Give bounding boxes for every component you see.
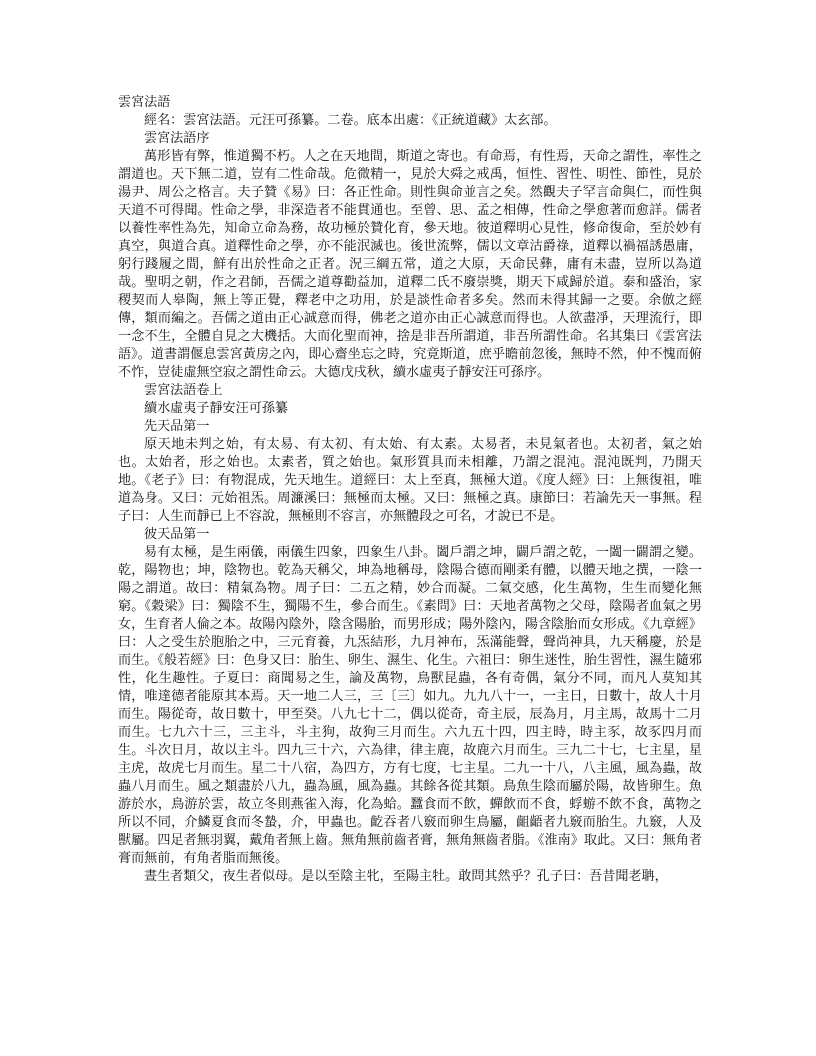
author-line: 續水虛夷子靜安汪可孫纂 xyxy=(144,401,289,416)
continuation-paragraph: 晝生者類父，夜生者似母。是以至陰主牝，至陽主牡。敢問其然乎？孔子曰：吾昔聞老聃， xyxy=(144,869,668,884)
volume-heading: 雲宮法語卷上 xyxy=(144,383,223,398)
chapter1-paragraph: 原天地未判之始，有太易、有太初、有太始、有太素。太易者，未見氣者也。太初者，氣之始也。太始者，形之始也。太素者，質之始也。氣形質具而未相離，乃謂之混沌。混沌既判，乃開天地。《老子》曰：有物混成，先天地生。道經曰：太上至真，無極大道。《度人經》曰：上無復祖，唯道為身。又曰：元始祖炁。周濂溪曰：無極而太極。又曰：無極之真。康節曰：若論先天一事無。程子曰：人生而靜已上不容說，無極則不容言，亦無體段之可名，才說已不是。 xyxy=(118,437,702,524)
document-title: 雲宮法語 xyxy=(118,95,171,110)
preface-heading: 雲宮法語序 xyxy=(144,131,210,146)
preface-paragraph: 萬形皆有弊，惟道獨不朽。人之在天地間，斯道之寄也。有命焉，有性焉，天命之謂性，率性之謂道也。天下無二道，豈有二性命哉。危微精一，見於大舜之戒禹，恒性、習性、明性、節性，見於湯尹、周公之格言。夫子贊《易》曰：各正性命。則性與命並言之矣。然觀夫子罕言命與仁，而性與天道不可得聞。性命之學，非深造者不能貫通也。至曾、思、孟之相傳，性命之學愈著而愈詳。儒者以養性率性為先，知命立命為務，故功極於贊化育，參天地。彼道釋明心見性，修命復命，至於妙有真空，與道合真。道釋性命之學，亦不能泯滅也。後世流弊，儒以文章沽爵祿，道釋以禍福誘愚庸，躬行踐履之間，鮮有出於性命之正者。況三綱五常，道之大原，天命民彝，庸有未盡，豈所以為道哉。聖明之朝，作之君師，吾儒之道尊勸益加，道釋二氏不廢崇獎，期天下咸歸於道。泰和盛治，家稷契而人皋陶，無上等正覺，釋老中之功用，於是談性命者多矣。然而未得其歸一之要。余倣之經傳，類而編之。吾儒之道由正心誠意而得，佛老之道亦由正心誠意而得也。人欲盡凈，天理流行，即一念不生，全體自見之大機括。大而化聖而神，捨是非吾所謂道，非吾所謂性命。名其集曰《雲宮法語》。道書謂偃息雲宮黃房之內，即心齋坐忘之時，究竟斯道，庶乎瞻前忽後，無時不然，仲不愧而俯不怍，豈徒虛無空寂之謂性命云。大德戊戌秋，續水虛夷子靜安汪可孫序。 xyxy=(118,149,702,380)
chapter2-paragraph: 易有太極，是生兩儀，兩儀生四象，四象生八卦。闔戶謂之坤，闢戶謂之乾，一闔一闢謂之變。乾，陽物也；坤，陰物也。乾為天稱父，坤為地稱母，陰陽合德而剛柔有體，以體天地之撰，一陰一陽之謂道。故曰：精氣為物。周子曰：二五之精，妙合而凝。二氣交感，化生萬物，生生而變化無窮。《穀梁》曰：獨陰不生，獨陽不生，參合而生。《素問》曰：天地者萬物之父母，陰陽者血氣之男女，生育者人倫之本。故陽內陰外，陰含陽胎，而男形成；陽外陰內，陽含陰胎而女形成。《九章經》曰：人之受生於胞胎之中，三元育養，九炁結形，九月神布，炁滿能聲，聲尚神具，九天稱慶，於是而生。《般若經》曰：色身又曰：胎生、卵生、濕生、化生。六祖曰：卵生迷性，胎生習性，濕生隨邪性，化生趣性。子夏曰：商聞易之生，論及萬物，鳥獸昆蟲，各有奇偶，氣分不同，而凡人莫知其情，唯達德者能原其本焉。天一地二人三，三〔三〕如九。九九八十一，一主日，日數十，故人十月而生。陽從奇，故日數十，甲至癸。八九七十二，偶以從奇，奇主辰，辰為月，月主馬，故馬十二月而生。七九六十三，三主斗，斗主狗，故狗三月而生。六九五十四，四主時，時主豕，故豕四月而生。斗次日月，故以主斗。四九三十六，六為律，律主鹿，故鹿六月而生。三九二十七，七主星，星主虎，故虎七月而生。星二十八宿，為四方，方有七度，七主星。二九一十八，八主風，風為蟲，故蟲八月而生。風之類盡於八九，蟲為風，風為蟲。其餘各從其類。鳥魚生陰而屬於陽，故皆卵生。魚游於水，鳥游於雲，故立冬則燕雀入海，化為蛤。蠶食而不飲，蟬飲而不食，蜉蝣不飲不食，萬物之所以不同，介鱗夏食而冬蟄，介，甲蟲也。齕吞者八竅而卵生鳥屬，齟齬者九竅而胎生。九竅，人及獸屬。四足者無羽翼，戴角者無上齒。無角無前齒者膏，無角無齒者脂。《淮南》取此。又曰：無角者膏而無前，有角者脂而無後。 xyxy=(118,545,702,866)
document-page xyxy=(118,94,702,886)
chapter1-heading: 先天品第一 xyxy=(144,419,210,434)
document-meta: 經名：雲宮法語。元汪可孫纂。二卷。底本出處：《正統道藏》太玄部。 xyxy=(144,113,557,128)
chapter2-heading: 彼天品第一 xyxy=(144,527,210,542)
